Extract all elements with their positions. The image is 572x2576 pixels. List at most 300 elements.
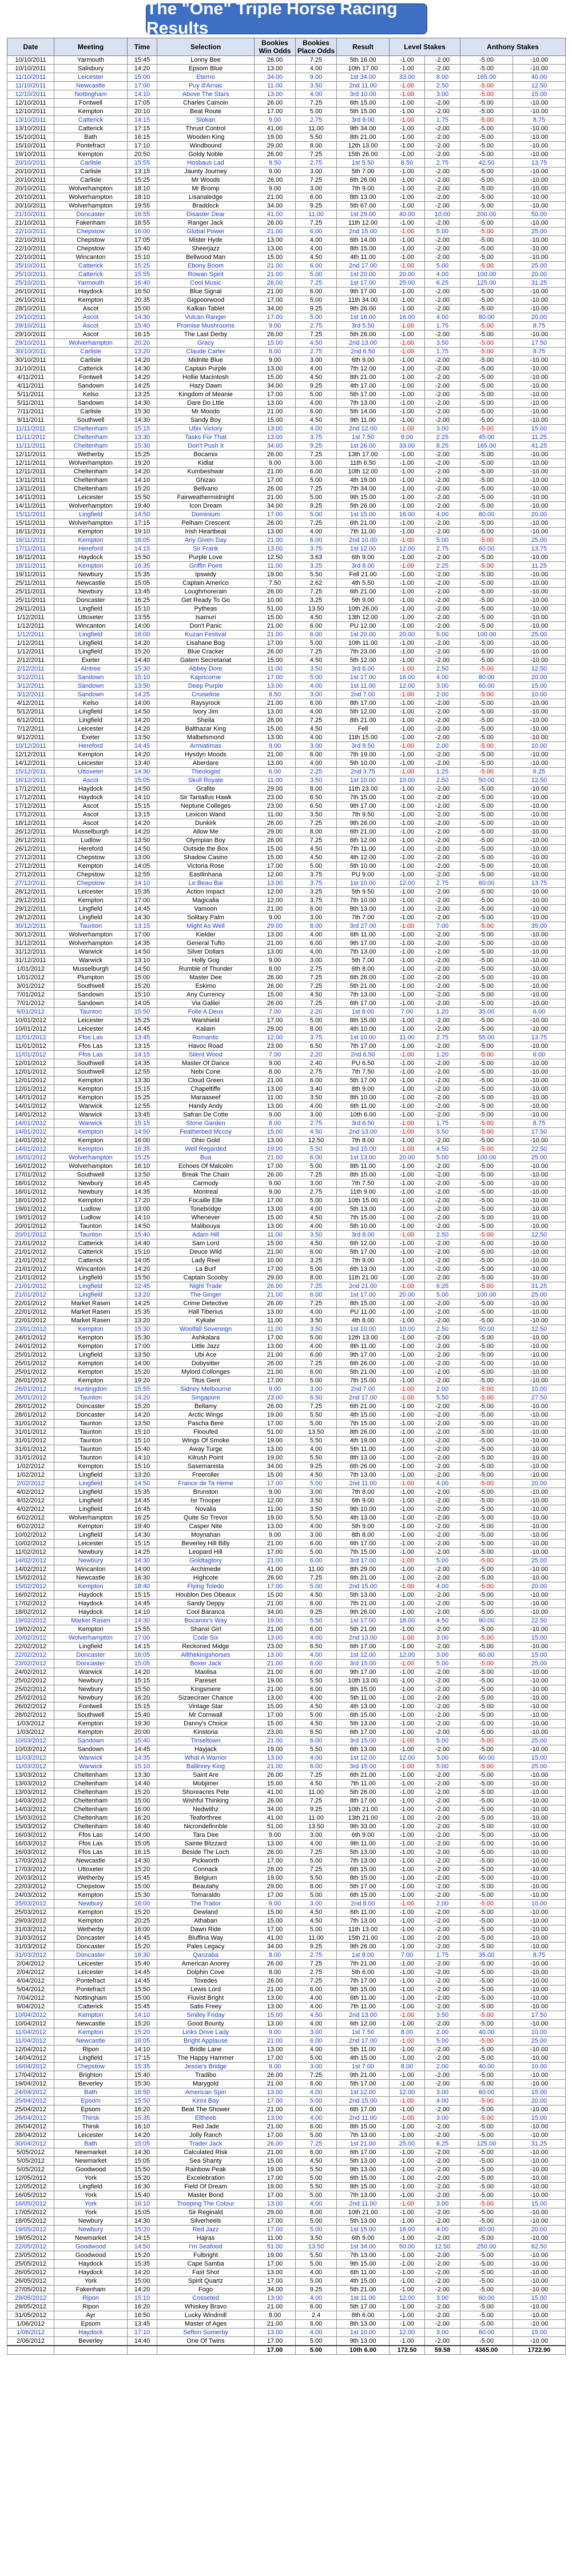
cell-anthony-place: -10.00 bbox=[513, 1411, 566, 1419]
cell-anthony-place: -10.00 bbox=[513, 65, 566, 73]
cell-time: 15:45 bbox=[128, 2003, 157, 2011]
table-row bbox=[7, 1831, 566, 1840]
cell-result: 3rd 6.00 bbox=[337, 665, 390, 673]
cell-place-odds: 5.00 bbox=[296, 390, 337, 399]
cell-result: 6th 26.00 bbox=[337, 1462, 390, 1471]
cell-selection: The Traitor bbox=[157, 1900, 255, 1908]
table-body bbox=[7, 56, 566, 2355]
cell-result: 1st 7.50 bbox=[337, 433, 390, 442]
cell-win-odds: 13.00 bbox=[255, 1522, 296, 1531]
cell-place-odds: 3.00 bbox=[296, 742, 337, 751]
cell-result: 6th 15.00 bbox=[337, 1891, 390, 1900]
cell-time: 14:20 bbox=[128, 1265, 157, 1274]
cell-win-odds: 15.00 bbox=[255, 1908, 296, 1917]
cell-date: 19/10/2011 bbox=[7, 150, 54, 159]
cell-date: 22/01/2012 bbox=[7, 1308, 54, 1317]
cell-level-win: 9.00 bbox=[390, 433, 425, 442]
cell-date: 25/05/2012 bbox=[7, 2260, 54, 2268]
cell-time: 16:10 bbox=[128, 2123, 157, 2131]
cell-level-win: -1.00 bbox=[390, 2183, 425, 2191]
table-row bbox=[7, 862, 566, 871]
total-empty bbox=[157, 2346, 255, 2355]
table-row bbox=[7, 2063, 566, 2071]
cell-place-odds: 4.50 bbox=[296, 2157, 337, 2166]
cell-level-win: 16.00 bbox=[390, 313, 425, 322]
cell-level-place: -2.00 bbox=[425, 708, 460, 716]
cell-level-place: -2.00 bbox=[425, 1960, 460, 1968]
cell-level-place: -2.00 bbox=[425, 622, 460, 631]
cell-anthony-win: -5.00 bbox=[460, 2037, 513, 2045]
cell-place-odds: 6.00 bbox=[296, 228, 337, 236]
table-row bbox=[7, 656, 566, 665]
cell-time: 15:40 bbox=[128, 1445, 157, 1454]
cell-time: 17:00 bbox=[128, 82, 157, 90]
cell-place-odds: 6.00 bbox=[296, 1291, 337, 1299]
cell-win-odds: 21.00 bbox=[255, 1762, 296, 1771]
cell-time: 13:50 bbox=[128, 836, 157, 845]
cell-level-win: -1.00 bbox=[390, 922, 425, 931]
cell-time: 20:10 bbox=[128, 107, 157, 116]
cell-anthony-place: -10.00 bbox=[513, 802, 566, 811]
cell-win-odds: 34.00 bbox=[255, 442, 296, 450]
cell-level-place: 5.00 bbox=[425, 1660, 460, 1668]
cell-place-odds: 7.25 bbox=[296, 1960, 337, 1968]
cell-place-odds: 7.25 bbox=[296, 56, 337, 65]
cell-anthony-win: -5.00 bbox=[460, 605, 513, 613]
cell-time: 14:45 bbox=[128, 1968, 157, 1977]
cell-meeting: Epsom bbox=[54, 2106, 128, 2114]
cell-time: 14:30 bbox=[128, 1557, 157, 1565]
cell-level-place: 3.00 bbox=[425, 2328, 460, 2337]
cell-selection: Sefton Somerby bbox=[157, 2328, 255, 2337]
cell-win-odds: 34.00 bbox=[255, 382, 296, 390]
cell-anthony-win: -5.00 bbox=[460, 468, 513, 476]
cell-level-place: -2.00 bbox=[425, 1908, 460, 1917]
cell-time: 15:30 bbox=[128, 1325, 157, 1334]
table-row bbox=[7, 373, 566, 382]
cell-date: 19/01/2012 bbox=[7, 1205, 54, 1214]
cell-date: 5/05/2012 bbox=[7, 2148, 54, 2157]
cell-time: 20:50 bbox=[128, 150, 157, 159]
cell-date: 17/01/2012 bbox=[7, 1171, 54, 1179]
cell-selection: Carmody bbox=[157, 1179, 255, 1188]
cell-selection: Vulcan Ranger bbox=[157, 313, 255, 322]
cell-place-odds: 6.00 bbox=[296, 536, 337, 545]
cell-place-odds: 7.25 bbox=[296, 1574, 337, 1582]
cell-date: 17/12/2011 bbox=[7, 793, 54, 802]
cell-level-place: -2.00 bbox=[425, 828, 460, 836]
cell-level-place: -2.00 bbox=[425, 1428, 460, 1437]
cell-win-odds: 13.00 bbox=[255, 2268, 296, 2277]
cell-anthony-win: -5.00 bbox=[460, 408, 513, 416]
cell-selection: Mobjimer bbox=[157, 1780, 255, 1788]
cell-win-odds: 19.00 bbox=[255, 1437, 296, 1445]
cell-win-odds: 15.00 bbox=[255, 1780, 296, 1788]
cell-date: 14/01/2012 bbox=[7, 1137, 54, 1145]
table-row bbox=[7, 1351, 566, 1359]
cell-place-odds: 5.50 bbox=[296, 1874, 337, 1883]
cell-selection: Warshield bbox=[157, 1016, 255, 1025]
cell-anthony-win: -5.00 bbox=[460, 1188, 513, 1197]
cell-level-win: -1.00 bbox=[390, 2268, 425, 2277]
cell-level-win: -1.00 bbox=[390, 1128, 425, 1137]
cell-selection: Lisanaledge bbox=[157, 193, 255, 202]
cell-level-win: -1.00 bbox=[390, 1059, 425, 1068]
cell-result: 9th 11.00 bbox=[337, 416, 390, 425]
cell-level-win: -1.00 bbox=[390, 819, 425, 828]
cell-level-win: -1.00 bbox=[390, 1137, 425, 1145]
cell-level-place: -2.00 bbox=[425, 176, 460, 185]
cell-date: 20/10/2011 bbox=[7, 193, 54, 202]
cell-selection: Sir Tantallus Hawk bbox=[157, 793, 255, 802]
cell-selection: Outside the Box bbox=[157, 845, 255, 854]
table-row bbox=[7, 1308, 566, 1317]
cell-result: 5th 26.00 bbox=[337, 502, 390, 511]
cell-win-odds: 15.00 bbox=[255, 845, 296, 854]
cell-level-win: -1.00 bbox=[390, 1522, 425, 1531]
cell-win-odds: 11.00 bbox=[255, 2234, 296, 2243]
cell-anthony-win: 100.00 bbox=[460, 1154, 513, 1162]
cell-win-odds: 13.00 bbox=[255, 1445, 296, 1454]
cell-time: 19:40 bbox=[128, 1522, 157, 1531]
cell-anthony-win: -5.00 bbox=[460, 1908, 513, 1917]
cell-anthony-place: -10.00 bbox=[513, 1505, 566, 1514]
cell-place-odds: 4.00 bbox=[296, 708, 337, 716]
cell-level-win: -1.00 bbox=[390, 639, 425, 648]
cell-time: 14:50 bbox=[128, 948, 157, 956]
cell-win-odds: 7.00 bbox=[255, 1008, 296, 1016]
cell-level-place: -2.00 bbox=[425, 1531, 460, 1540]
cell-win-odds: 9.00 bbox=[255, 1111, 296, 1119]
cell-result: 9th 17.00 bbox=[337, 802, 390, 811]
cell-meeting: Newmarket bbox=[54, 2234, 128, 2243]
cell-anthony-place: -10.00 bbox=[513, 382, 566, 390]
table-row bbox=[7, 142, 566, 150]
cell-win-odds: 17.00 bbox=[255, 511, 296, 519]
cell-level-place: -2.00 bbox=[425, 1780, 460, 1788]
cell-place-odds: 3.00 bbox=[296, 956, 337, 965]
cell-anthony-place: 31.25 bbox=[513, 279, 566, 288]
cell-anthony-win: -5.00 bbox=[460, 828, 513, 836]
cell-time: 15:20 bbox=[128, 1788, 157, 1797]
table-row bbox=[7, 90, 566, 99]
cell-level-place: -2.00 bbox=[425, 1016, 460, 1025]
cell-anthony-win: -5.00 bbox=[460, 991, 513, 999]
cell-place-odds: 4.00 bbox=[296, 90, 337, 99]
cell-anthony-place: 8.75 bbox=[513, 348, 566, 356]
cell-anthony-place: 25.00 bbox=[513, 262, 566, 270]
cell-win-odds: 8.00 bbox=[255, 348, 296, 356]
cell-selection: Archimede bbox=[157, 1565, 255, 1574]
table-row bbox=[7, 296, 566, 305]
cell-result: 3rd 9.50 bbox=[337, 742, 390, 751]
cell-win-odds: 15.00 bbox=[255, 253, 296, 262]
cell-level-win: -1.00 bbox=[390, 1805, 425, 1814]
cell-selection: Hysdyn Moods bbox=[157, 751, 255, 759]
cell-time: 12:55 bbox=[128, 871, 157, 879]
cell-anthony-win: -5.00 bbox=[460, 399, 513, 408]
cell-level-win: -1.00 bbox=[390, 1900, 425, 1908]
cell-anthony-win: -5.00 bbox=[460, 596, 513, 605]
table-row bbox=[7, 948, 566, 956]
table-row bbox=[7, 905, 566, 914]
table-row bbox=[7, 759, 566, 768]
total-empty bbox=[54, 2346, 128, 2355]
cell-result: 5th 17.00 bbox=[337, 2303, 390, 2311]
cell-anthony-place: -10.00 bbox=[513, 1874, 566, 1883]
cell-win-odds: 26.00 bbox=[255, 999, 296, 1008]
cell-win-odds: 15.00 bbox=[255, 613, 296, 622]
cell-level-place: -2.00 bbox=[425, 553, 460, 562]
cell-selection: Solitary Palm bbox=[157, 914, 255, 922]
cell-level-win: -1.00 bbox=[390, 1608, 425, 1617]
cell-date: 16/11/2011 bbox=[7, 528, 54, 536]
cell-selection: Kingdom of Meanie bbox=[157, 390, 255, 399]
cell-anthony-place: -10.00 bbox=[513, 862, 566, 871]
cell-time: 14:30 bbox=[128, 1531, 157, 1540]
cell-result: 3rd 5.50 bbox=[337, 322, 390, 330]
cell-meeting: Epsom bbox=[54, 2097, 128, 2106]
cell-win-odds: 19.00 bbox=[255, 571, 296, 579]
cell-selection: Havoc Road bbox=[157, 1042, 255, 1051]
table-row bbox=[7, 845, 566, 854]
table-row bbox=[7, 1574, 566, 1582]
cell-anthony-place: -10.00 bbox=[513, 1137, 566, 1145]
cell-anthony-place: -10.00 bbox=[513, 613, 566, 622]
cell-time: 16:40 bbox=[128, 1823, 157, 1831]
cell-win-odds: 15.00 bbox=[255, 854, 296, 862]
cell-date: 20/01/2012 bbox=[7, 1231, 54, 1239]
cell-level-win: -1.00 bbox=[390, 1257, 425, 1265]
cell-win-odds: 13.00 bbox=[255, 1137, 296, 1145]
cell-win-odds: 26.00 bbox=[255, 974, 296, 982]
cell-result: 9th 26.00 bbox=[337, 1608, 390, 1617]
cell-result: 1st 15.00 bbox=[337, 511, 390, 519]
cell-place-odds: 3.50 bbox=[296, 665, 337, 673]
cell-level-place: -2.00 bbox=[425, 493, 460, 502]
cell-place-odds: 3.50 bbox=[296, 1497, 337, 1505]
cell-level-place: -2.00 bbox=[425, 1745, 460, 1754]
cell-win-odds: 19.00 bbox=[255, 2166, 296, 2174]
cell-level-win: -1.00 bbox=[390, 716, 425, 725]
table-row bbox=[7, 1154, 566, 1162]
cell-anthony-win: -5.00 bbox=[460, 836, 513, 845]
cell-result: 3rd 6.50 bbox=[337, 1119, 390, 1128]
cell-level-place: 2.50 bbox=[425, 1325, 460, 1334]
table-row bbox=[7, 793, 566, 802]
cell-result: 3rd 27.00 bbox=[337, 922, 390, 931]
cell-level-win: -1.00 bbox=[390, 262, 425, 270]
cell-anthony-place: -10.00 bbox=[513, 905, 566, 914]
cell-anthony-place: 8.75 bbox=[513, 1119, 566, 1128]
table-row bbox=[7, 965, 566, 974]
cell-meeting: Lingfield bbox=[54, 1274, 128, 1282]
cell-time: 13:00 bbox=[128, 854, 157, 862]
cell-meeting: Market Rasen bbox=[54, 1617, 128, 1625]
cell-win-odds: 41.00 bbox=[255, 1814, 296, 1823]
cell-meeting: Warwick bbox=[54, 1762, 128, 1771]
cell-anthony-place: 13.75 bbox=[513, 159, 566, 168]
cell-anthony-win: -5.00 bbox=[460, 1557, 513, 1565]
cell-selection: Silent Wood bbox=[157, 1051, 255, 1059]
cell-place-odds: 7.25 bbox=[296, 1977, 337, 1985]
cell-date: 23/01/2012 bbox=[7, 1325, 54, 1334]
table-row bbox=[7, 982, 566, 991]
cell-anthony-win: -5.00 bbox=[460, 82, 513, 90]
cell-anthony-place: -10.00 bbox=[513, 1085, 566, 1094]
cell-selection: Spirit Quartz bbox=[157, 2277, 255, 2286]
cell-time: 15:25 bbox=[128, 450, 157, 459]
cell-win-odds: 26.00 bbox=[255, 330, 296, 339]
cell-selection: Stone Garden bbox=[157, 1119, 255, 1128]
cell-place-odds: 4.00 bbox=[296, 528, 337, 536]
cell-place-odds: 6.00 bbox=[296, 2303, 337, 2311]
cell-date: 14/01/2012 bbox=[7, 1094, 54, 1102]
cell-date: 22/05/2012 bbox=[7, 2243, 54, 2251]
table-row bbox=[7, 956, 566, 965]
cell-result: 7th 11.00 bbox=[337, 845, 390, 854]
cell-level-win: -1.00 bbox=[390, 365, 425, 373]
cell-level-place: -2.00 bbox=[425, 2303, 460, 2311]
cell-level-place: -2.00 bbox=[425, 1977, 460, 1985]
cell-anthony-win: -5.00 bbox=[460, 1814, 513, 1823]
cell-anthony-win: -5.00 bbox=[460, 493, 513, 502]
cell-selection: Hall Tiberius bbox=[157, 1308, 255, 1317]
cell-time: 16:20 bbox=[128, 2106, 157, 2114]
cell-level-place: 3.00 bbox=[425, 682, 460, 691]
cell-level-win: -1.00 bbox=[390, 425, 425, 433]
cell-anthony-place: -10.00 bbox=[513, 1462, 566, 1471]
cell-meeting: Cheltenham bbox=[54, 1814, 128, 1823]
cell-result: 1st 20.00 bbox=[337, 270, 390, 279]
cell-anthony-win: -5.00 bbox=[460, 2191, 513, 2200]
cell-level-place: 2.75 bbox=[425, 159, 460, 168]
cell-time: 15:20 bbox=[128, 1402, 157, 1411]
cell-meeting: Aintree bbox=[54, 665, 128, 673]
cell-anthony-win: -5.00 bbox=[460, 1574, 513, 1582]
cell-meeting: Leicester bbox=[54, 1960, 128, 1968]
cell-result: 1st 17.00 bbox=[337, 1617, 390, 1625]
cell-selection: Whenever bbox=[157, 1214, 255, 1222]
cell-level-place: 6.25 bbox=[425, 279, 460, 288]
cell-win-odds: 26.00 bbox=[255, 716, 296, 725]
cell-win-odds: 21.00 bbox=[255, 1154, 296, 1162]
cell-meeting: Ascot bbox=[54, 776, 128, 785]
cell-level-place: -2.00 bbox=[425, 1454, 460, 1462]
cell-time: 13:20 bbox=[128, 348, 157, 356]
cell-place-odds: 5.00 bbox=[296, 2226, 337, 2234]
cell-date: 7/04/2012 bbox=[7, 1994, 54, 2003]
cell-time: 16:20 bbox=[128, 2303, 157, 2311]
cell-place-odds: 7.25 bbox=[296, 716, 337, 725]
cell-level-place: 8.00 bbox=[425, 73, 460, 82]
cell-win-odds: 9.50 bbox=[255, 159, 296, 168]
cell-win-odds: 7.50 bbox=[255, 579, 296, 588]
cell-place-odds: 4.00 bbox=[296, 1840, 337, 1848]
cell-time: 15:35 bbox=[128, 2114, 157, 2123]
cell-anthony-place: -10.00 bbox=[513, 399, 566, 408]
cell-anthony-place: -10.00 bbox=[513, 1359, 566, 1368]
cell-anthony-place: -10.00 bbox=[513, 1883, 566, 1891]
cell-anthony-win: -5.00 bbox=[460, 956, 513, 965]
cell-result: 3rd 17.00 bbox=[337, 1557, 390, 1565]
cell-meeting: Leicester bbox=[54, 73, 128, 82]
cell-time: 15:05 bbox=[128, 776, 157, 785]
cell-time: 14:45 bbox=[128, 1934, 157, 1943]
cell-anthony-win: -5.00 bbox=[460, 1668, 513, 1677]
cell-place-odds: 5.50 bbox=[296, 2166, 337, 2174]
cell-level-win: 12.00 bbox=[390, 2088, 425, 2097]
cell-result: 1st 12.00 bbox=[337, 2088, 390, 2097]
cell-meeting: Kempton bbox=[54, 1625, 128, 1634]
cell-anthony-place: -10.00 bbox=[513, 1934, 566, 1943]
cell-result: 8th 17.00 bbox=[337, 1797, 390, 1805]
cell-win-odds: 41.00 bbox=[255, 210, 296, 219]
cell-date: 28/02/2012 bbox=[7, 1711, 54, 1720]
cell-result: 1st 12.00 bbox=[337, 1754, 390, 1762]
cell-anthony-place: -10.00 bbox=[513, 1488, 566, 1497]
cell-time: 16:10 bbox=[128, 2200, 157, 2208]
cell-level-win: -1.00 bbox=[390, 845, 425, 854]
cell-win-odds: 21.00 bbox=[255, 1076, 296, 1085]
cell-level-win: -1.00 bbox=[390, 2020, 425, 2028]
cell-date: 12/12/2011 bbox=[7, 751, 54, 759]
cell-result: 9th 26.00 bbox=[337, 819, 390, 828]
cell-meeting: Cheltenham bbox=[54, 476, 128, 485]
cell-result: 4th 5.50 bbox=[337, 579, 390, 588]
table-row bbox=[7, 511, 566, 519]
cell-meeting: York bbox=[54, 2191, 128, 2200]
cell-result: 1st 26.00 bbox=[337, 442, 390, 450]
cell-meeting: Lingfield bbox=[54, 1480, 128, 1488]
cell-anthony-place: -10.00 bbox=[513, 1548, 566, 1557]
cell-meeting: Leicester bbox=[54, 1540, 128, 1548]
cell-result: 4th 15.00 bbox=[337, 2277, 390, 2286]
cell-time: 15:00 bbox=[128, 1994, 157, 2003]
cell-date: 25/10/2011 bbox=[7, 279, 54, 288]
cell-win-odds: 9.00 bbox=[255, 1531, 296, 1540]
cell-anthony-place: -10.00 bbox=[513, 622, 566, 631]
cell-time: 14:30 bbox=[128, 914, 157, 922]
cell-anthony-place: -10.00 bbox=[513, 2123, 566, 2131]
cell-selection: Promise Mushrooms bbox=[157, 322, 255, 330]
cell-meeting: Southwell bbox=[54, 416, 128, 425]
cell-win-odds: 19.00 bbox=[255, 1874, 296, 1883]
cell-level-place: -2.00 bbox=[425, 656, 460, 665]
cell-anthony-win: -5.00 bbox=[460, 562, 513, 571]
cell-place-odds: 6.00 bbox=[296, 1154, 337, 1162]
cell-meeting: Newcastle bbox=[54, 82, 128, 90]
cell-date: 17/12/2011 bbox=[7, 785, 54, 793]
cell-selection: Eltheeb bbox=[157, 2114, 255, 2123]
cell-time: 19:20 bbox=[128, 459, 157, 468]
cell-place-odds: 6.00 bbox=[296, 1248, 337, 1257]
cell-anthony-win: -5.00 bbox=[460, 107, 513, 116]
cell-place-odds: 8.00 bbox=[296, 1025, 337, 1034]
cell-anthony-place: -10.00 bbox=[513, 588, 566, 596]
cell-place-odds: 6.00 bbox=[296, 468, 337, 476]
cell-win-odds: 21.00 bbox=[255, 2320, 296, 2328]
cell-win-odds: 17.00 bbox=[255, 862, 296, 871]
cell-result: 6th 9.00 bbox=[337, 1497, 390, 1505]
cell-place-odds: 8.00 bbox=[296, 828, 337, 836]
cell-meeting: Lingfield bbox=[54, 1531, 128, 1540]
table-row bbox=[7, 1745, 566, 1754]
cell-level-place: -2.00 bbox=[425, 1188, 460, 1197]
table-row bbox=[7, 1805, 566, 1814]
cell-selection: The Last Derby bbox=[157, 330, 255, 339]
cell-level-win: -1.00 bbox=[390, 1334, 425, 1342]
